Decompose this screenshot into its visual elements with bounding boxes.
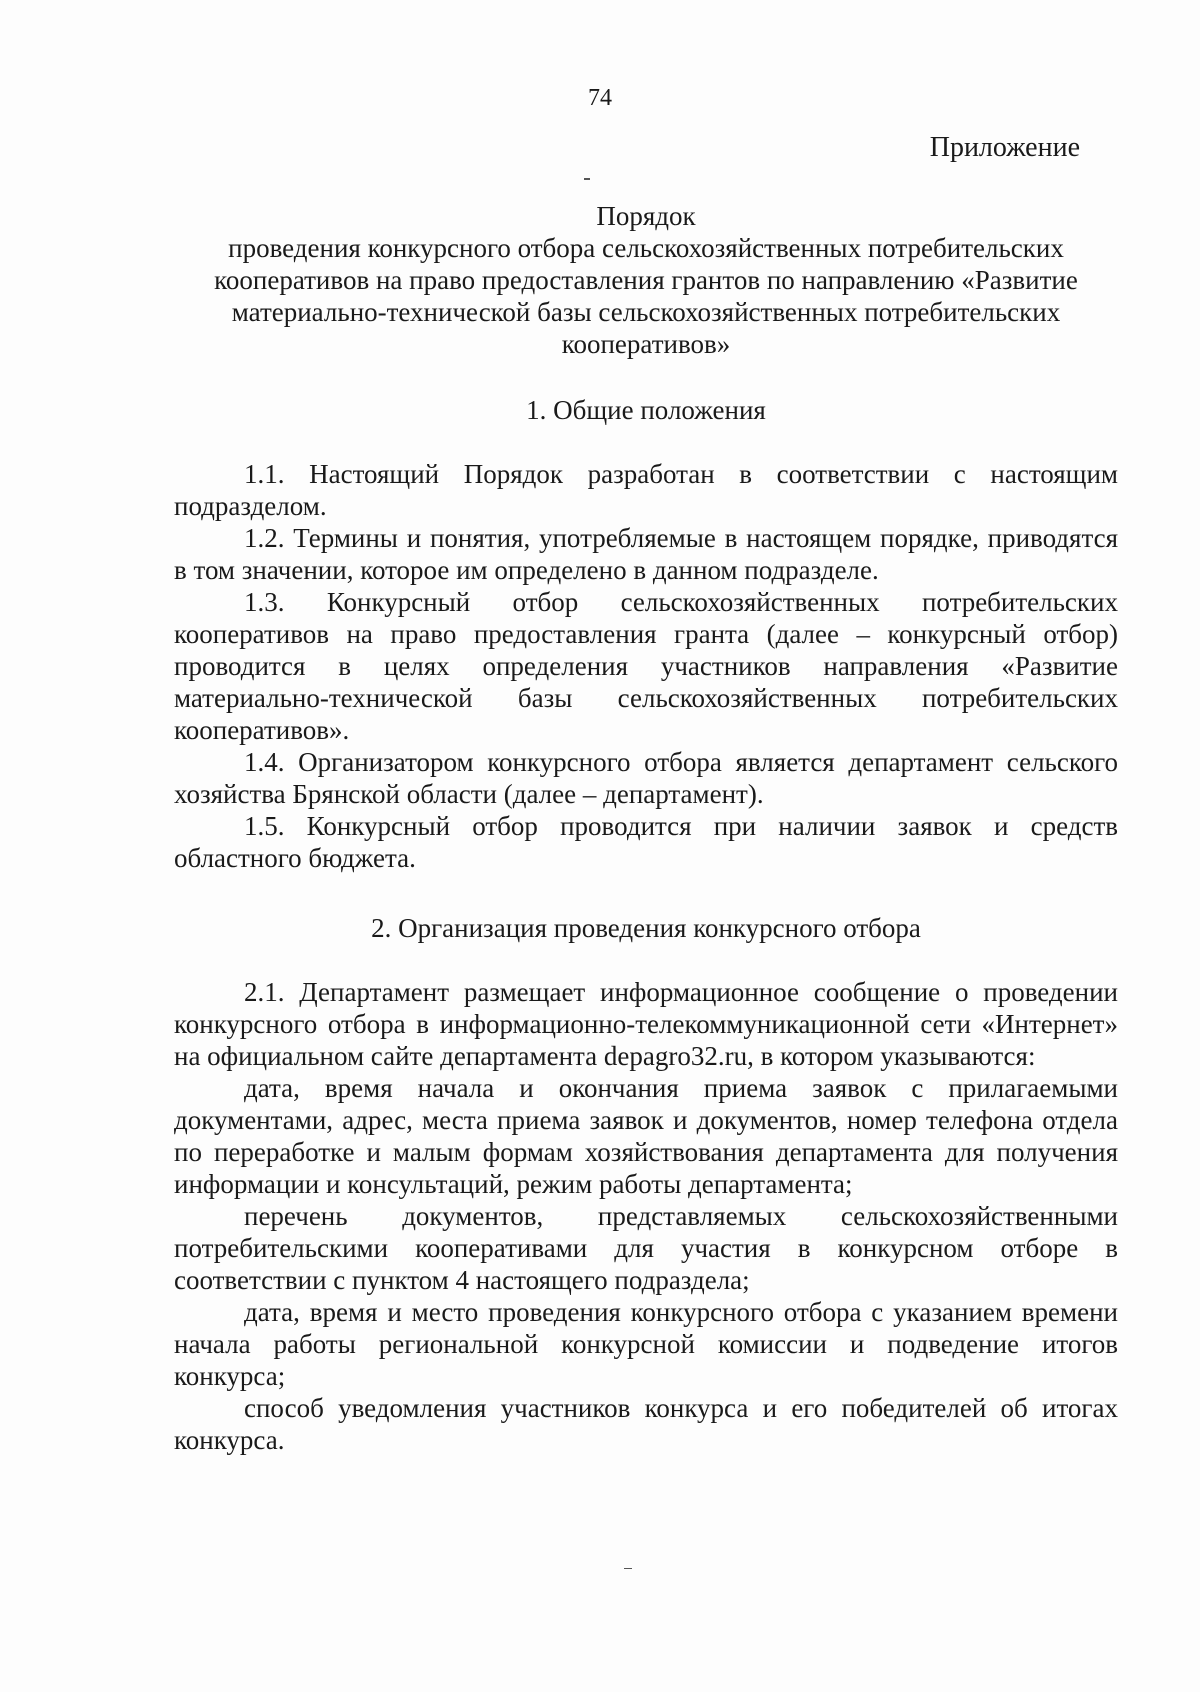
paragraph-1-4: 1.4. Организатором конкурсного отбора является департамент сельского хозяйства Брянской области (далее – департамент). <box>174 747 1118 809</box>
document-body <box>174 200 1118 1456</box>
page-number: 74 <box>588 85 612 111</box>
paragraph-2-1: 2.1. Департамент размещает информационное сообщение о проведении конкурсного отбора в информационно-телекоммуникационной сети «Интернет» на официальном сайте департамента depagro32.ru, в котором указываются: <box>174 977 1118 1071</box>
paragraph-1-1: 1.1. Настоящий Порядок разработан в соответствии с настоящим подразделом. <box>174 459 1118 521</box>
document-title: Порядок <box>596 201 696 231</box>
list-item-notification: способ уведомления участников конкурса и его победителей об итогах конкурса. <box>174 1393 1118 1455</box>
list-item-selection-date: дата, время и место проведения конкурсного отбора с указанием времени начала работы региональной конкурсной комиссии и подведение итогов конкурса; <box>174 1297 1118 1391</box>
paragraph-1-2: 1.2. Термины и понятия, употребляемые в настоящем порядке, приводятся в том значении, которое им определено в данном подразделе. <box>174 523 1118 585</box>
scan-mark <box>624 1568 632 1569</box>
section-2-heading: 2. Организация проведения конкурсного отбора <box>371 913 921 943</box>
document-subtitle: проведения конкурсного отбора сельскохозяйственных потребительских кооперативов на право предоставления грантов по направлению «Развитие материально-технической базы сельскохозяйственных потребительских кооперативов» <box>214 233 1078 359</box>
paragraph-1-3: 1.3. Конкурсный отбор сельскохозяйственных потребительских кооперативов на право предоставления гранта (далее – конкурсный отбор) проводится в целях определения участников направления «Развитие материально-технической базы сельскохозяйственных потребительских кооперативов». <box>174 587 1118 745</box>
list-item-dates: дата, время начала и окончания приема заявок с прилагаемыми документами, адрес, места приема заявок и документов, номер телефона отдела по переработке и малым формам хозяйствования департамента для получения информации и консультаций, режим работы департамента; <box>174 1073 1118 1199</box>
scan-mark <box>584 178 590 180</box>
paragraph-1-5: 1.5. Конкурсный отбор проводится при наличии заявок и средств областного бюджета. <box>174 811 1118 873</box>
appendix-label: Приложение <box>929 132 1080 163</box>
list-item-documents: перечень документов, представляемых сельскохозяйственными потребительскими кооперативами для участия в конкурсном отборе в соответствии с пунктом 4 настоящего подраздела; <box>174 1201 1118 1295</box>
section-1-heading: 1. Общие положения <box>526 395 766 425</box>
